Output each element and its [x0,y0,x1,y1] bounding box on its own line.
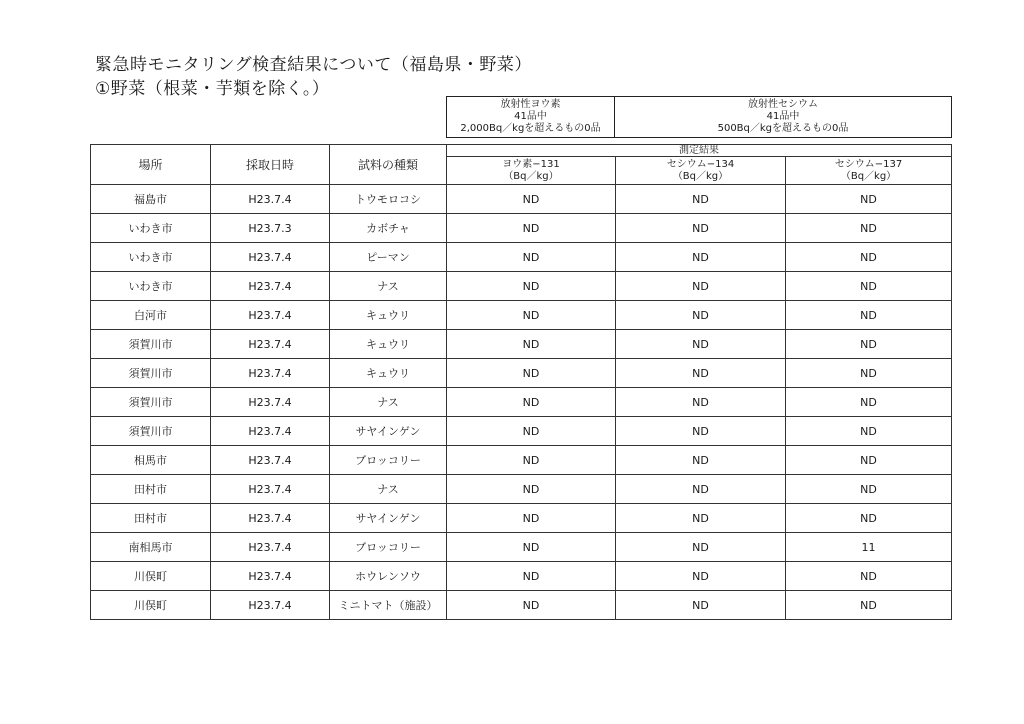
cell-i131: ND [447,591,616,620]
cell-place: 南相馬市 [91,533,211,562]
cell-date: H23.7.4 [211,417,330,446]
header-cs137-label: セシウム−137 [834,158,903,170]
header-cs134-label: セシウム−134 [666,158,735,170]
cell-date: H23.7.4 [211,330,330,359]
cell-i131: ND [447,388,616,417]
cell-cs134: ND [616,562,786,591]
cell-cs134: ND [616,533,786,562]
table-row [91,301,952,330]
cell-date: H23.7.3 [211,214,330,243]
cell-date: H23.7.4 [211,388,330,417]
cell-cs134: ND [616,504,786,533]
cell-date: H23.7.4 [211,301,330,330]
cell-kind: ナス [330,272,447,301]
header-date: 採取日時 [211,145,330,185]
cell-cs134: ND [616,214,786,243]
cell-cs137: ND [786,359,952,388]
table-row [91,591,952,620]
cell-cs137: ND [786,562,952,591]
cell-date: H23.7.4 [211,591,330,620]
cell-date: H23.7.4 [211,446,330,475]
cell-place: 田村市 [91,475,211,504]
cell-cs134: ND [616,446,786,475]
cell-cs134: ND [616,388,786,417]
cell-i131: ND [447,417,616,446]
page-subtitle: ①野菜（根菜・芋類を除く。） [95,79,330,99]
cesium-summary [615,97,951,137]
header-i131 [447,157,616,185]
header-cs137 [786,157,952,185]
cell-cs134: ND [616,359,786,388]
cell-i131: ND [447,185,616,214]
cell-date: H23.7.4 [211,475,330,504]
cell-cs137: 11 [786,533,952,562]
cell-place: 白河市 [91,301,211,330]
cell-date: H23.7.4 [211,504,330,533]
cell-i131: ND [447,504,616,533]
iodine-summary-count: 41品中 [514,111,547,122]
cell-place: 相馬市 [91,446,211,475]
cell-cs137: ND [786,591,952,620]
cell-date: H23.7.4 [211,185,330,214]
cell-i131: ND [447,272,616,301]
cell-kind: ブロッコリー [330,533,447,562]
table-row [91,475,952,504]
cell-cs137: ND [786,330,952,359]
cell-date: H23.7.4 [211,359,330,388]
cell-kind: ブロッコリー [330,446,447,475]
table-row [91,533,952,562]
cell-cs134: ND [616,243,786,272]
cell-place: いわき市 [91,272,211,301]
cell-i131: ND [447,533,616,562]
cell-i131: ND [447,330,616,359]
cell-kind: サヤインゲン [330,417,447,446]
cell-place: 川俣町 [91,591,211,620]
cesium-summary-count: 41品中 [766,111,800,122]
header-results: 測定結果 [447,145,952,157]
header-i131-label: ヨウ素−131 [502,158,560,170]
table-row [91,272,952,301]
summary-box [446,96,952,138]
cell-place: 須賀川市 [91,388,211,417]
cell-i131: ND [447,475,616,504]
table-row [91,243,952,272]
cell-kind: カボチャ [330,214,447,243]
cell-cs137: ND [786,388,952,417]
cell-place: 川俣町 [91,562,211,591]
cell-place: 須賀川市 [91,359,211,388]
cell-cs137: ND [786,272,952,301]
cell-i131: ND [447,562,616,591]
cesium-summary-threshold: 500Bq／kgを超えるもの0品 [717,123,849,134]
cell-kind: ピーマン [330,243,447,272]
cell-date: H23.7.4 [211,562,330,591]
cell-cs137: ND [786,185,952,214]
cell-kind: ナス [330,475,447,504]
cell-place: いわき市 [91,243,211,272]
table-row [91,446,952,475]
cell-cs137: ND [786,504,952,533]
cell-place: 須賀川市 [91,330,211,359]
table-row [91,185,952,214]
table-row [91,417,952,446]
cell-kind: キュウリ [330,330,447,359]
iodine-summary [447,97,615,137]
cell-i131: ND [447,214,616,243]
table-row [91,388,952,417]
cell-place: 福島市 [91,185,211,214]
header-place: 場所 [91,145,211,185]
table-row [91,562,952,591]
table-row [91,504,952,533]
cell-kind: ホウレンソウ [330,562,447,591]
cell-cs137: ND [786,214,952,243]
cesium-summary-label: 放射性セシウム [748,99,818,110]
cell-cs137: ND [786,417,952,446]
cell-cs134: ND [616,591,786,620]
cell-place: 須賀川市 [91,417,211,446]
header-cs134-unit: （Bq／kg） [672,170,729,182]
cell-i131: ND [447,243,616,272]
cell-kind: サヤインゲン [330,504,447,533]
cell-kind: トウモロコシ [330,185,447,214]
header-cs137-unit: （Bq／kg） [840,170,897,182]
results-table [90,144,952,620]
cell-cs134: ND [616,475,786,504]
header-cs134 [616,157,786,185]
cell-cs134: ND [616,301,786,330]
cell-i131: ND [447,359,616,388]
iodine-summary-threshold: 2,000Bq／kgを超えるもの0品 [460,123,601,134]
page-title: 緊急時モニタリング検査結果について（福島県・野菜） [95,55,532,75]
cell-kind: キュウリ [330,301,447,330]
cell-cs134: ND [616,185,786,214]
header-i131-unit: （Bq／kg） [503,170,559,182]
cell-cs137: ND [786,301,952,330]
cell-date: H23.7.4 [211,243,330,272]
cell-place: いわき市 [91,214,211,243]
iodine-summary-label: 放射性ヨウ素 [500,99,561,110]
table-row [91,359,952,388]
cell-cs137: ND [786,243,952,272]
cell-date: H23.7.4 [211,533,330,562]
cell-kind: キュウリ [330,359,447,388]
cell-i131: ND [447,446,616,475]
cell-cs134: ND [616,417,786,446]
cell-kind: ナス [330,388,447,417]
cell-cs137: ND [786,446,952,475]
cell-cs134: ND [616,330,786,359]
cell-i131: ND [447,301,616,330]
cell-cs134: ND [616,272,786,301]
header-kind: 試料の種類 [330,145,447,185]
table-row [91,214,952,243]
cell-kind: ミニトマト（施設） [330,591,447,620]
cell-place: 田村市 [91,504,211,533]
cell-cs137: ND [786,475,952,504]
table-row [91,330,952,359]
cell-date: H23.7.4 [211,272,330,301]
